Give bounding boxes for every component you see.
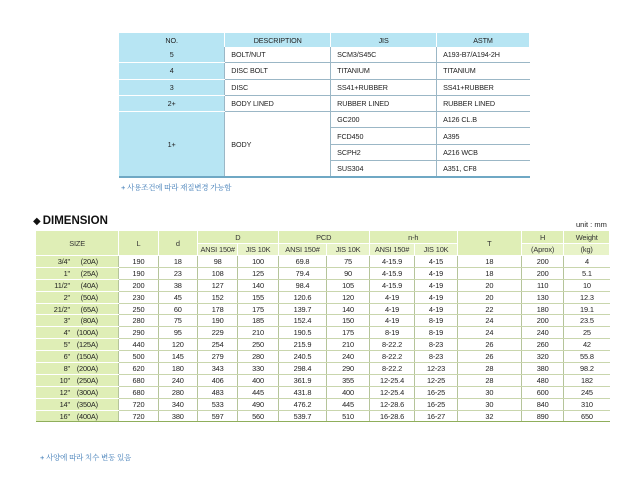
size-mm: (25A)	[80, 268, 98, 278]
size-mm: (65A)	[80, 304, 98, 314]
cell-nh-ansi: 4-19	[369, 315, 415, 327]
cell-nh-jis: 4-19	[415, 303, 457, 315]
size-inch: 14"	[59, 399, 70, 409]
size-cell	[36, 410, 119, 422]
cell-t: 30	[457, 386, 521, 398]
cell-d: 45	[158, 291, 197, 303]
cell-pcd-ansi: 120.6	[278, 291, 327, 303]
cell-d-ansi: 254	[197, 339, 237, 351]
cell-t: 20	[457, 279, 521, 291]
row-astm: RUBBER LINED	[437, 95, 530, 111]
cell-l: 290	[119, 327, 158, 339]
cell-pcd-ansi: 298.4	[278, 363, 327, 375]
cell-pcd-jis: 445	[327, 398, 369, 410]
cell-l: 190	[119, 267, 158, 279]
size-cell	[36, 327, 119, 339]
cell-d: 240	[158, 374, 197, 386]
cell-d-jis: 175	[238, 303, 278, 315]
cell-t: 28	[457, 363, 521, 375]
cell-t: 30	[457, 398, 521, 410]
cell-t: 22	[457, 303, 521, 315]
row-astm: SS41+RUBBER	[437, 79, 530, 95]
cell-pcd-jis: 240	[327, 351, 369, 363]
cell-pcd-ansi: 98.4	[278, 279, 327, 291]
table-row	[36, 410, 610, 422]
cell-d-ansi: 343	[197, 363, 237, 375]
size-cell	[36, 363, 119, 375]
row-astm: A126 CL.B	[437, 112, 530, 128]
cell-d: 38	[158, 279, 197, 291]
cell-w: 310	[564, 398, 610, 410]
cell-pcd-jis: 175	[327, 327, 369, 339]
cell-d: 75	[158, 315, 197, 327]
size-cell	[36, 315, 119, 327]
header-l: L	[119, 231, 158, 256]
table-row	[36, 291, 610, 303]
cell-d: 380	[158, 410, 197, 422]
materials-row	[119, 47, 530, 63]
size-mm: (20A)	[80, 256, 98, 266]
row-jis: FCD450	[331, 128, 437, 144]
cell-d-jis: 445	[238, 386, 278, 398]
cell-d-ansi: 178	[197, 303, 237, 315]
cell-l: 620	[119, 363, 158, 375]
cell-l: 680	[119, 374, 158, 386]
cell-w: 19.1	[564, 303, 610, 315]
cell-t: 28	[457, 374, 521, 386]
cell-d-jis: 280	[238, 351, 278, 363]
cell-l: 720	[119, 398, 158, 410]
header-d-jis: JIS 10K	[238, 244, 278, 256]
cell-l: 200	[119, 279, 158, 291]
size-inch: 8"	[63, 363, 70, 373]
materials-note: + 사용조건에 따라 재질변경 가능함	[121, 183, 232, 192]
row-jis: RUBBER LINED	[331, 95, 437, 111]
dimension-title	[33, 215, 108, 227]
header-size: SIZE	[36, 231, 119, 256]
cell-w: 42	[564, 339, 610, 351]
cell-pcd-ansi: 79.4	[278, 267, 327, 279]
size-inch: 3/4"	[57, 256, 70, 266]
size-cell	[36, 339, 119, 351]
dimension-table	[36, 231, 610, 422]
row-astm: A216 WCB	[437, 144, 530, 160]
cell-nh-jis: 4-19	[415, 279, 457, 291]
dimension-note: + 사양에 따라 치수 변동 있음	[40, 453, 132, 462]
cell-w: 650	[564, 410, 610, 422]
size-cell	[36, 256, 119, 268]
header-d-ansi: ANSI 150#	[197, 244, 237, 256]
cell-pcd-jis: 210	[327, 339, 369, 351]
dimension-title-text: DIMENSION	[42, 215, 108, 227]
cell-d-jis: 125	[238, 267, 278, 279]
row-no: 3	[119, 79, 225, 95]
row-no: 4	[119, 63, 225, 79]
materials-row	[119, 95, 530, 111]
cell-d: 120	[158, 339, 197, 351]
cell-nh-ansi: 12-28.6	[369, 398, 415, 410]
table-row	[36, 267, 610, 279]
cell-nh-jis: 8-19	[415, 327, 457, 339]
cell-l: 230	[119, 291, 158, 303]
cell-h: 200	[521, 315, 563, 327]
cell-pcd-jis: 290	[327, 363, 369, 375]
header-pcd-ansi: ANSI 150#	[278, 244, 327, 256]
row-jis: GC200	[331, 112, 437, 128]
size-cell	[36, 291, 119, 303]
size-cell	[36, 386, 119, 398]
materials-body-row	[119, 112, 530, 128]
cell-nh-ansi: 4-15.9	[369, 267, 415, 279]
cell-h: 840	[521, 398, 563, 410]
cell-d-ansi: 229	[197, 327, 237, 339]
cell-d-jis: 210	[238, 327, 278, 339]
header-astm: ASTM	[437, 33, 530, 47]
size-mm: (250A)	[76, 375, 98, 385]
cell-pcd-ansi: 361.9	[278, 374, 327, 386]
size-mm: (150A)	[76, 352, 98, 362]
row-jis: SCM3/S45C	[331, 47, 437, 63]
size-cell	[36, 303, 119, 315]
row-jis: SUS304	[331, 161, 437, 178]
cell-pcd-jis: 105	[327, 279, 369, 291]
header-no: NO.	[119, 33, 225, 47]
cell-pcd-jis: 355	[327, 374, 369, 386]
cell-w: 245	[564, 386, 610, 398]
cell-pcd-jis: 120	[327, 291, 369, 303]
size-cell	[36, 267, 119, 279]
cell-d: 60	[158, 303, 197, 315]
size-inch: 2"	[63, 292, 70, 302]
materials-header-row	[119, 33, 530, 47]
cell-nh-jis: 4-19	[415, 291, 457, 303]
cell-l: 280	[119, 315, 158, 327]
row-jis: SS41+RUBBER	[331, 79, 437, 95]
cell-w: 98.2	[564, 363, 610, 375]
size-mm: (300A)	[76, 387, 98, 397]
size-inch: 6"	[63, 352, 70, 362]
cell-d-jis: 140	[238, 279, 278, 291]
cell-nh-jis: 16-25	[415, 386, 457, 398]
cell-d: 95	[158, 327, 197, 339]
cell-nh-jis: 8-23	[415, 339, 457, 351]
cell-l: 500	[119, 351, 158, 363]
cell-pcd-ansi: 240.5	[278, 351, 327, 363]
cell-d: 18	[158, 256, 197, 268]
cell-d-ansi: 597	[197, 410, 237, 422]
materials-row	[119, 63, 530, 79]
cell-nh-jis: 16-25	[415, 398, 457, 410]
cell-pcd-ansi: 190.5	[278, 327, 327, 339]
table-row	[36, 303, 610, 315]
table-row	[36, 351, 610, 363]
cell-h: 240	[521, 327, 563, 339]
cell-d: 180	[158, 363, 197, 375]
cell-d-ansi: 98	[197, 256, 237, 268]
cell-pcd-ansi: 69.8	[278, 256, 327, 268]
cell-d-jis: 490	[238, 398, 278, 410]
row-no: 5	[119, 47, 225, 63]
row-no: 1+	[119, 112, 225, 178]
header-h-aprox: (Aprox)	[521, 244, 563, 256]
table-row	[36, 315, 610, 327]
cell-l: 680	[119, 386, 158, 398]
header-d-small: d	[158, 231, 197, 256]
header-weight: Weight	[564, 231, 610, 244]
row-astm: A395	[437, 128, 530, 144]
size-mm: (125A)	[76, 340, 98, 350]
size-cell	[36, 351, 119, 363]
cell-t: 26	[457, 351, 521, 363]
header-h: H	[521, 231, 563, 244]
header-nh: n-h	[369, 231, 457, 244]
size-inch: 16"	[59, 411, 70, 421]
cell-t: 24	[457, 315, 521, 327]
row-description: DISC BOLT	[225, 63, 331, 79]
cell-nh-ansi: 4-19	[369, 291, 415, 303]
size-inch: 5"	[63, 340, 70, 350]
cell-nh-ansi: 12-25.4	[369, 374, 415, 386]
cell-nh-jis: 4-19	[415, 267, 457, 279]
size-mm: (80A)	[80, 316, 98, 326]
size-mm: (40A)	[80, 280, 98, 290]
cell-t: 24	[457, 327, 521, 339]
cell-l: 720	[119, 410, 158, 422]
row-description: BODY LINED	[225, 95, 331, 111]
header-weight-kg: (kg)	[564, 244, 610, 256]
dimension-body	[36, 256, 610, 422]
cell-h: 480	[521, 374, 563, 386]
materials-body	[119, 47, 530, 177]
size-inch: 1"	[63, 268, 70, 278]
cell-d-jis: 400	[238, 374, 278, 386]
cell-d-ansi: 108	[197, 267, 237, 279]
cell-w: 23.5	[564, 315, 610, 327]
cell-w: 12.3	[564, 291, 610, 303]
row-astm: A193-B7/A194-2H	[437, 47, 530, 63]
size-inch: 4"	[63, 328, 70, 338]
row-description: DISC	[225, 79, 331, 95]
cell-nh-ansi: 12-25.4	[369, 386, 415, 398]
cell-d-ansi: 127	[197, 279, 237, 291]
cell-nh-ansi: 8-22.2	[369, 351, 415, 363]
cell-nh-ansi: 8-22.2	[369, 339, 415, 351]
table-row	[36, 256, 610, 268]
cell-nh-ansi: 16-28.6	[369, 410, 415, 422]
size-inch: 21/2"	[53, 304, 70, 314]
unit-label: unit : mm	[576, 220, 607, 229]
cell-nh-jis: 8-23	[415, 351, 457, 363]
cell-pcd-ansi: 152.4	[278, 315, 327, 327]
materials-table	[119, 33, 530, 178]
cell-nh-ansi: 8-19	[369, 327, 415, 339]
header-nh-ansi: ANSI 150#	[369, 244, 415, 256]
cell-d-jis: 250	[238, 339, 278, 351]
size-mm: (50A)	[80, 292, 98, 302]
cell-nh-jis: 12-25	[415, 374, 457, 386]
cell-pcd-jis: 400	[327, 386, 369, 398]
cell-nh-jis: 4-15	[415, 256, 457, 268]
cell-nh-jis: 12-23	[415, 363, 457, 375]
table-row	[36, 339, 610, 351]
header-nh-jis: JIS 10K	[415, 244, 457, 256]
cell-d-ansi: 279	[197, 351, 237, 363]
size-cell	[36, 279, 119, 291]
size-mm: (400A)	[76, 411, 98, 421]
cell-d-jis: 100	[238, 256, 278, 268]
table-row	[36, 386, 610, 398]
table-row	[36, 398, 610, 410]
cell-w: 10	[564, 279, 610, 291]
row-astm: TITANIUM	[437, 63, 530, 79]
cell-h: 200	[521, 256, 563, 268]
cell-t: 32	[457, 410, 521, 422]
table-row	[36, 363, 610, 375]
size-mm: (350A)	[76, 399, 98, 409]
cell-nh-ansi: 4-19	[369, 303, 415, 315]
cell-d-ansi: 483	[197, 386, 237, 398]
cell-pcd-jis: 150	[327, 315, 369, 327]
cell-pcd-ansi: 431.8	[278, 386, 327, 398]
cell-pcd-ansi: 476.2	[278, 398, 327, 410]
cell-h: 130	[521, 291, 563, 303]
cell-t: 26	[457, 339, 521, 351]
cell-w: 4	[564, 256, 610, 268]
cell-pcd-jis: 75	[327, 256, 369, 268]
dimension-header-row-1	[36, 231, 610, 244]
row-description: BOLT/NUT	[225, 47, 331, 63]
cell-pcd-jis: 90	[327, 267, 369, 279]
cell-d: 145	[158, 351, 197, 363]
cell-t: 20	[457, 291, 521, 303]
size-inch: 12"	[59, 387, 70, 397]
header-jis: JIS	[331, 33, 437, 47]
row-astm: A351, CF8	[437, 161, 530, 178]
cell-w: 25	[564, 327, 610, 339]
cell-d-ansi: 406	[197, 374, 237, 386]
size-cell	[36, 374, 119, 386]
cell-d-jis: 560	[238, 410, 278, 422]
cell-pcd-ansi: 139.7	[278, 303, 327, 315]
cell-w: 5.1	[564, 267, 610, 279]
table-row	[36, 374, 610, 386]
size-inch: 10"	[59, 375, 70, 385]
cell-pcd-jis: 510	[327, 410, 369, 422]
header-description: DESCRIPTION	[225, 33, 331, 47]
header-t: T	[457, 231, 521, 256]
cell-d-ansi: 190	[197, 315, 237, 327]
row-jis: SCPH2	[331, 144, 437, 160]
cell-l: 440	[119, 339, 158, 351]
cell-nh-ansi: 4-15.9	[369, 256, 415, 268]
cell-l: 250	[119, 303, 158, 315]
cell-h: 110	[521, 279, 563, 291]
cell-h: 320	[521, 351, 563, 363]
row-jis: TITANIUM	[331, 63, 437, 79]
cell-pcd-ansi: 539.7	[278, 410, 327, 422]
header-d: D	[197, 231, 278, 244]
cell-t: 18	[457, 267, 521, 279]
cell-d-jis: 155	[238, 291, 278, 303]
cell-d: 280	[158, 386, 197, 398]
cell-w: 182	[564, 374, 610, 386]
cell-h: 890	[521, 410, 563, 422]
cell-h: 600	[521, 386, 563, 398]
cell-nh-jis: 16-27	[415, 410, 457, 422]
cell-nh-ansi: 8-22.2	[369, 363, 415, 375]
cell-w: 55.8	[564, 351, 610, 363]
table-row	[36, 327, 610, 339]
size-inch: 11/2"	[54, 280, 70, 290]
cell-pcd-jis: 140	[327, 303, 369, 315]
table-row	[36, 279, 610, 291]
cell-h: 200	[521, 267, 563, 279]
size-cell	[36, 398, 119, 410]
cell-pcd-ansi: 215.9	[278, 339, 327, 351]
cell-h: 260	[521, 339, 563, 351]
cell-d-jis: 330	[238, 363, 278, 375]
diamond-icon: ◆	[33, 216, 41, 227]
cell-d-ansi: 533	[197, 398, 237, 410]
size-mm: (200A)	[76, 363, 98, 373]
cell-d: 340	[158, 398, 197, 410]
size-inch: 3"	[63, 316, 70, 326]
size-mm: (100A)	[76, 328, 98, 338]
cell-h: 380	[521, 363, 563, 375]
row-no: 2+	[119, 95, 225, 111]
cell-h: 180	[521, 303, 563, 315]
cell-l: 190	[119, 256, 158, 268]
row-description: BODY	[225, 112, 331, 178]
cell-nh-ansi: 4-15.9	[369, 279, 415, 291]
header-pcd: PCD	[278, 231, 369, 244]
cell-nh-jis: 8-19	[415, 315, 457, 327]
header-pcd-jis: JIS 10K	[327, 244, 369, 256]
materials-row	[119, 79, 530, 95]
cell-d-ansi: 152	[197, 291, 237, 303]
cell-d-jis: 185	[238, 315, 278, 327]
cell-t: 18	[457, 256, 521, 268]
cell-d: 23	[158, 267, 197, 279]
